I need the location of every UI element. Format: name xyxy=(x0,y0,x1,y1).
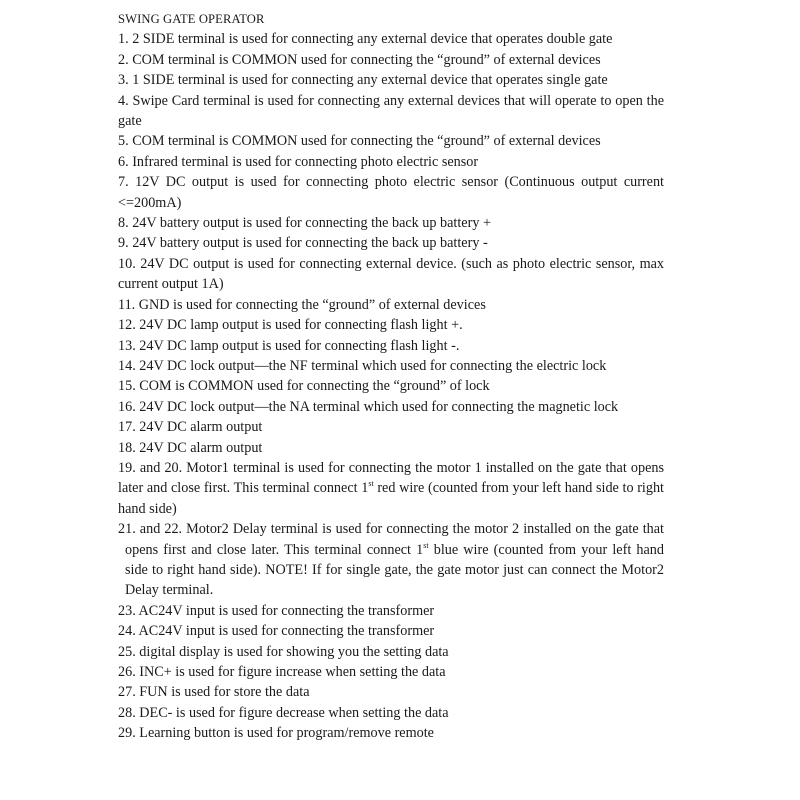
ordinal-suffix: st xyxy=(368,479,374,489)
document-body xyxy=(118,9,664,744)
list-item: 9. 24V battery output is used for connecting the back up battery - xyxy=(118,235,488,252)
list-item: 2. COM terminal is COMMON used for connecting the “ground” of external devices xyxy=(118,51,601,68)
list-item: 11. GND is used for connecting the “ground” of external devices xyxy=(118,296,486,313)
list-item-text: 21. and 22. Motor2 Delay terminal is used for connecting the motor 2 installed on the gate that opens first and close later. This terminal connect 1 xyxy=(118,521,664,558)
list-item: 3. 1 SIDE terminal is used for connecting any external device that operates single gate xyxy=(118,72,608,89)
list-item: 26. INC+ is used for figure increase when setting the data xyxy=(118,664,446,680)
list-item: 29. Learning button is used for program/remove remote xyxy=(118,725,434,742)
list-item: 10. 24V DC output is used for connecting external device. (such as photo electric sensor, max current output 1A) xyxy=(118,255,664,293)
list-item: 1. 2 SIDE terminal is used for connecting any external device that operates double gate xyxy=(118,31,613,48)
list-item: 12. 24V DC lamp output is used for connecting flash light +. xyxy=(118,317,463,334)
list-item: 6. Infrared terminal is used for connecting photo electric sensor xyxy=(118,153,479,170)
list-item: 7. 12V DC output is used for connecting photo electric sensor (Continuous output current <=200mA) xyxy=(118,174,664,211)
list-item: 5. COM terminal is COMMON used for connecting the “ground” of external devices xyxy=(118,133,601,150)
list-item-text: blue wire (counted from your left hand side to right hand side). NOTE! If for single gate, the gate motor just can connect the Motor2 Delay terminal. xyxy=(125,541,664,599)
list-item: 27. FUN is used for store the data xyxy=(118,684,310,701)
list-item: 14. 24V DC lock output—the NF terminal which used for connecting the electric lock xyxy=(118,357,607,374)
list-item: 18. 24V DC alarm output xyxy=(118,439,263,456)
list-item: 13. 24V DC lamp output is used for connecting flash light -. xyxy=(118,337,460,354)
list-item: 24. AC24V input is used for connecting the transformer xyxy=(118,623,435,640)
list-item: 25. digital display is used for showing you the setting data xyxy=(118,643,449,660)
list-item: 28. DEC- is used for figure decrease when setting the data xyxy=(118,704,449,721)
list-item-text: red wire (counted from your left hand side to right hand side) xyxy=(118,480,665,517)
document-title: SWING GATE OPERATOR xyxy=(118,12,265,26)
list-item: 23. AC24V input is used for connecting the transformer xyxy=(118,602,435,619)
ordinal-suffix: st xyxy=(423,540,429,550)
list-item: 4. Swipe Card terminal is used for connecting any external devices that will operate to open the gate xyxy=(118,92,664,130)
list-item: 8. 24V battery output is used for connecting the back up battery + xyxy=(118,215,491,232)
list-item xyxy=(118,519,664,601)
list-item xyxy=(118,458,664,519)
list-item: 16. 24V DC lock output—the NA terminal which used for connecting the magnetic lock xyxy=(118,398,619,415)
list-item: 17. 24V DC alarm output xyxy=(118,419,263,436)
list-item: 15. COM is COMMON used for connecting the “ground” of lock xyxy=(118,378,490,395)
list-item-text: 19. and 20. Motor1 terminal is used for connecting the motor 1 installed on the gate that opens later and close first. This terminal connect 1 xyxy=(118,459,664,497)
